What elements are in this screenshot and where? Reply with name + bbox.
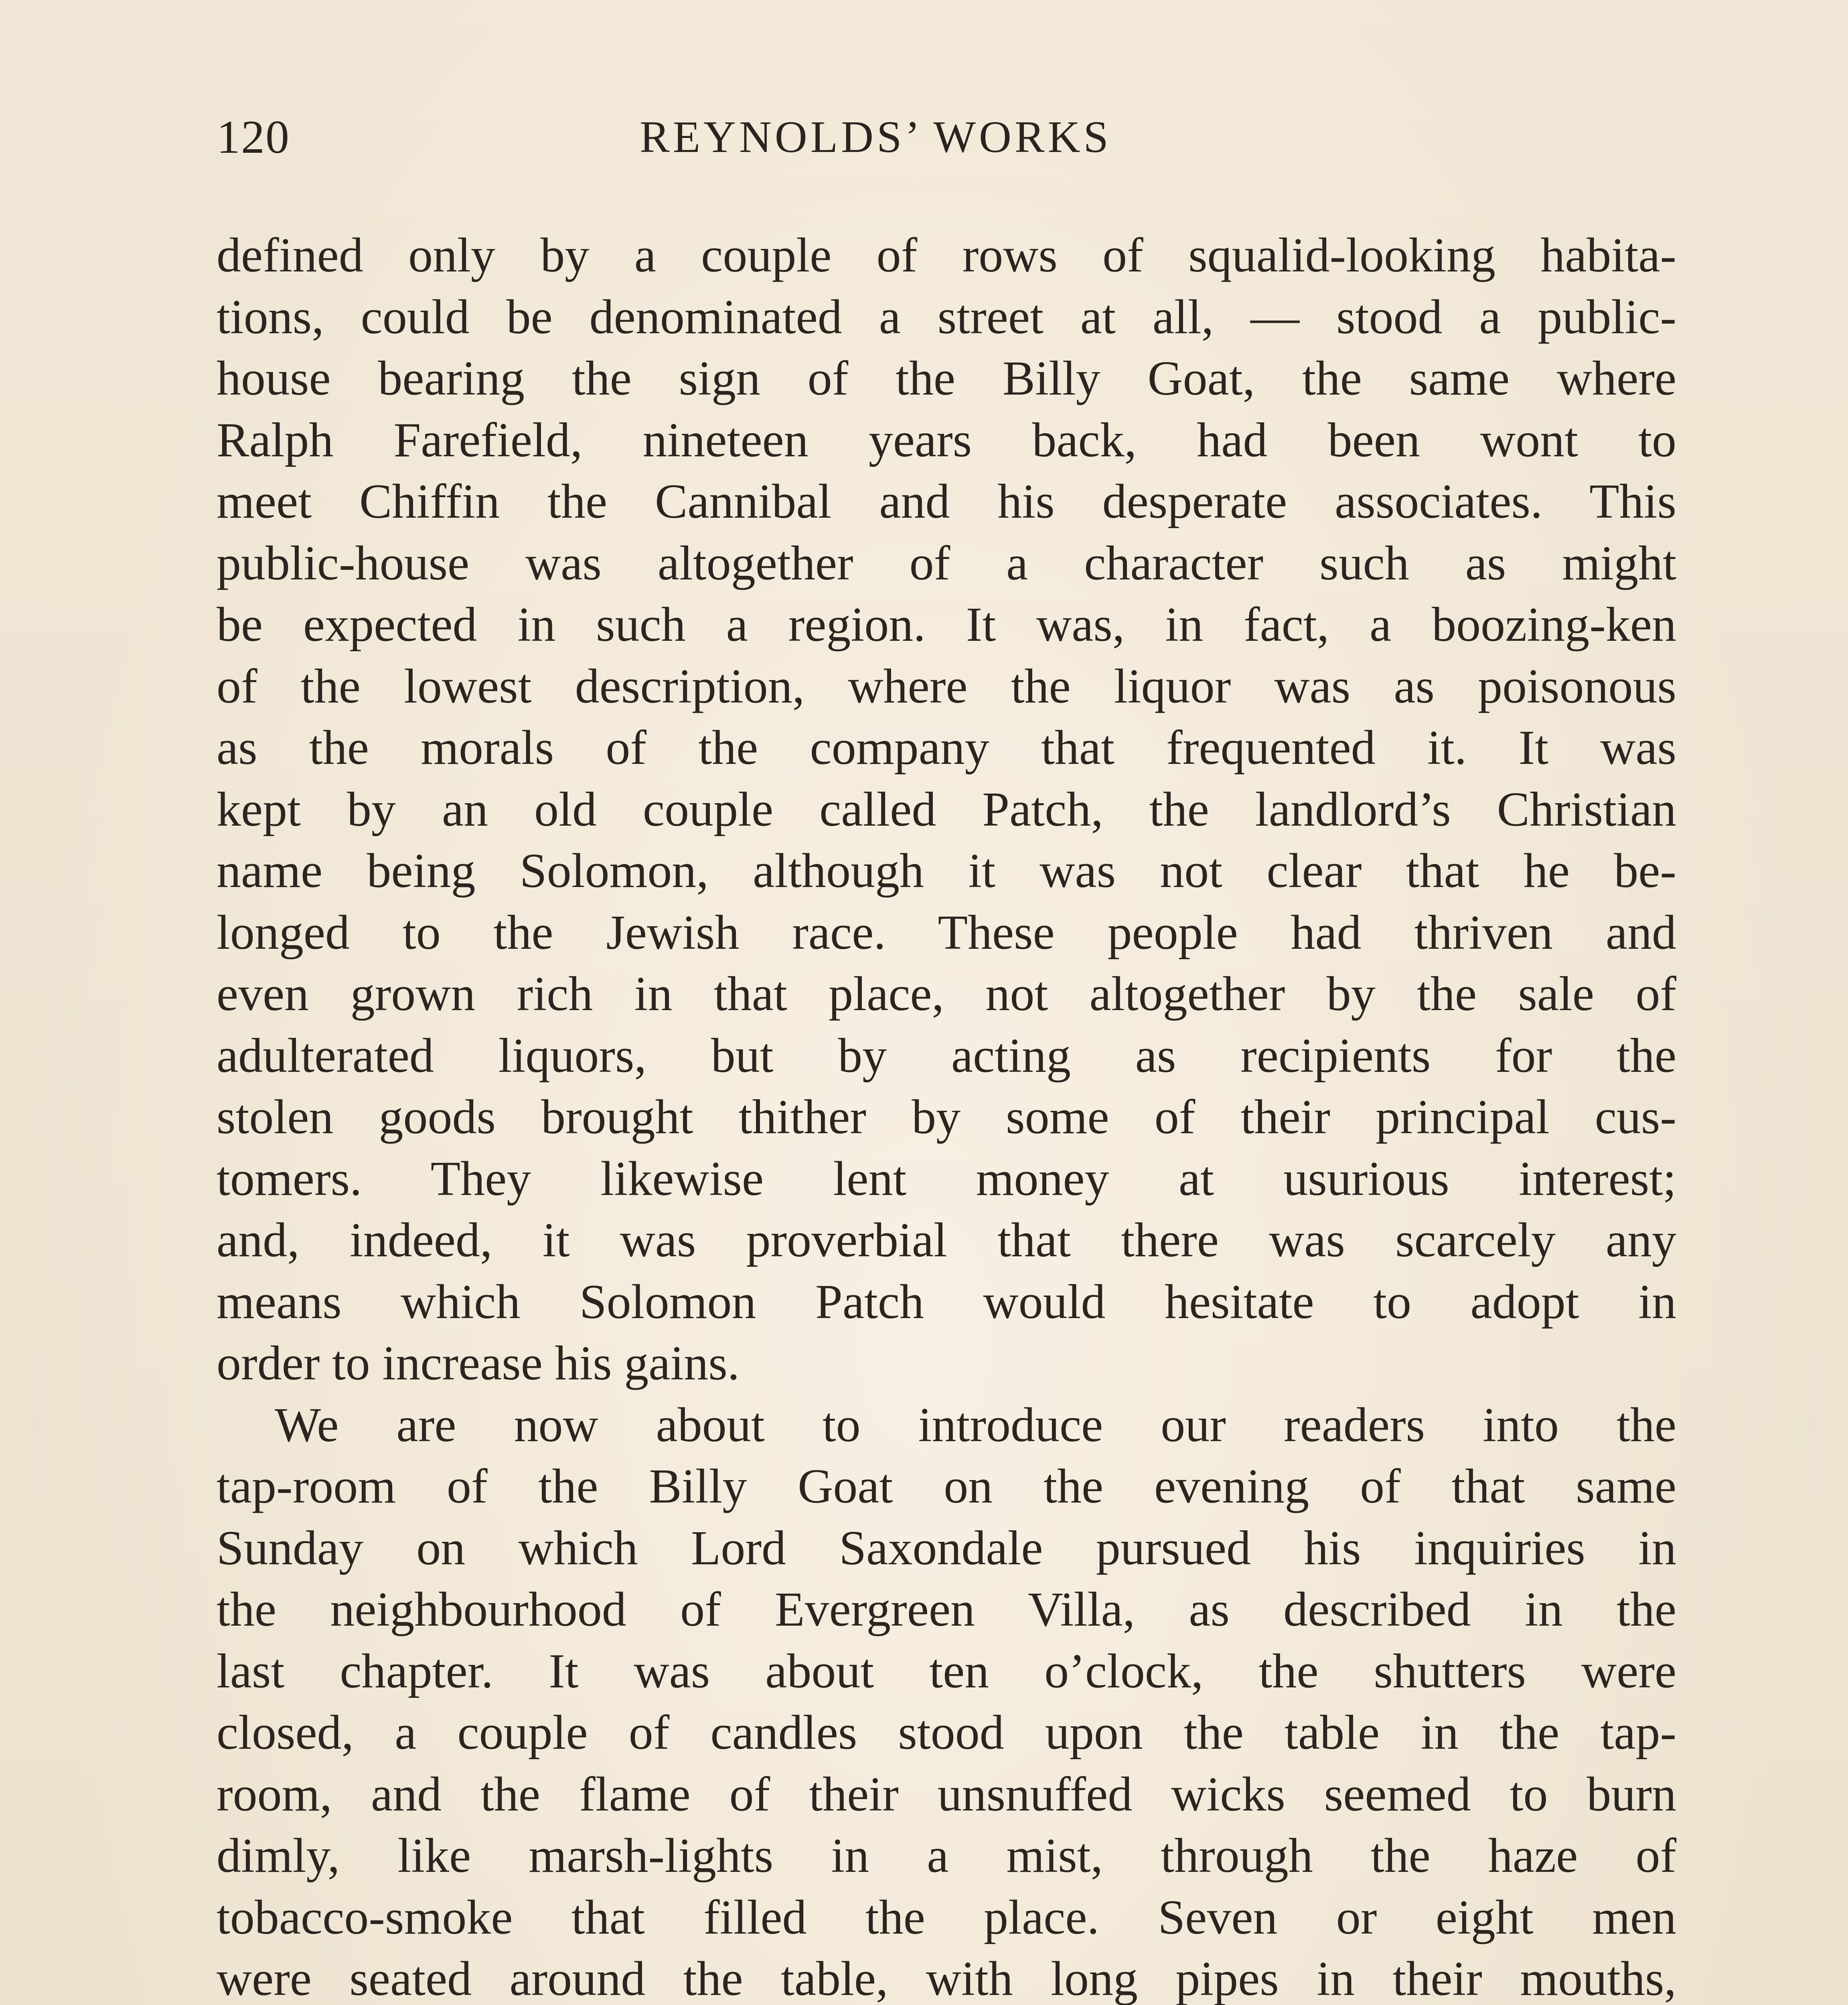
text-line: as the morals of the company that frequented it. It was xyxy=(217,721,1676,775)
text-line: means which Solomon Patch would hesitate to adopt in xyxy=(217,1274,1676,1329)
running-title: REYNOLDS’ WORKS xyxy=(640,112,1112,162)
text-line: name being Solomon, although it was not clear that he be- xyxy=(217,844,1676,898)
text-line: dimly, like marsh-lights in a mist, through the haze of xyxy=(217,1829,1676,1883)
paragraph xyxy=(217,225,1676,1394)
text-line: room, and the flame of their unsnuffed wicks seemed to burn xyxy=(217,1767,1676,1821)
running-head xyxy=(217,105,1287,169)
text-line: of the lowest description, where the liquor was as poisonous xyxy=(217,659,1676,713)
text-line: public-house was altogether of a character such as might xyxy=(217,536,1676,590)
text-line: tobacco-smoke that filled the place. Seven or eight men xyxy=(217,1890,1676,1944)
text-line: tomers. They likewise lent money at usurious interest; xyxy=(217,1151,1676,1206)
text-line: house bearing the sign of the Billy Goat, the same where xyxy=(217,351,1676,405)
text-line: Ralph Farefield, nineteen years back, had been wont to xyxy=(217,413,1676,467)
text-line: tap-room of the Billy Goat on the evening of that same xyxy=(217,1459,1676,1513)
text-line: last chapter. It was about ten o’clock, the shutters were xyxy=(217,1644,1676,1698)
text-line: closed, a couple of candles stood upon the table in the tap- xyxy=(217,1705,1676,1760)
text-line: and, indeed, it was proverbial that there was scarcely any xyxy=(217,1213,1676,1267)
text-line: kept by an old couple called Patch, the landlord’s Christian xyxy=(217,782,1676,836)
text-line: adulterated liquors, but by acting as recipients for the xyxy=(217,1028,1676,1083)
page-number: 120 xyxy=(217,111,290,163)
text-line: order to increase his gains. xyxy=(217,1336,740,1390)
text-line: We are now about to introduce our readers into the xyxy=(275,1397,1676,1452)
text-line: even grown rich in that place, not altogether by the sale of xyxy=(217,967,1676,1021)
text-line: meet Chiffin the Cannibal and his desperate associates. This xyxy=(217,474,1676,529)
text-line: the neighbourhood of Evergreen Villa, as described in the xyxy=(217,1582,1676,1636)
text-line: be expected in such a region. It was, in fact, a boozing-ken xyxy=(217,597,1676,652)
text-line: tions, could be denominated a street at all, — stood a public- xyxy=(217,290,1676,344)
text-line: longed to the Jewish race. These people had thriven and xyxy=(217,905,1676,960)
text-line: were seated around the table, with long pipes in their mouths, xyxy=(217,1952,1676,2005)
body-text xyxy=(217,225,1676,2005)
text-line: Sunday on which Lord Saxondale pursued his inquiries in xyxy=(217,1521,1676,1575)
paragraph xyxy=(217,1394,1676,2005)
text-line: stolen goods brought thither by some of their principal cus- xyxy=(217,1090,1676,1144)
text-line: defined only by a couple of rows of squalid-looking habita- xyxy=(217,228,1676,282)
